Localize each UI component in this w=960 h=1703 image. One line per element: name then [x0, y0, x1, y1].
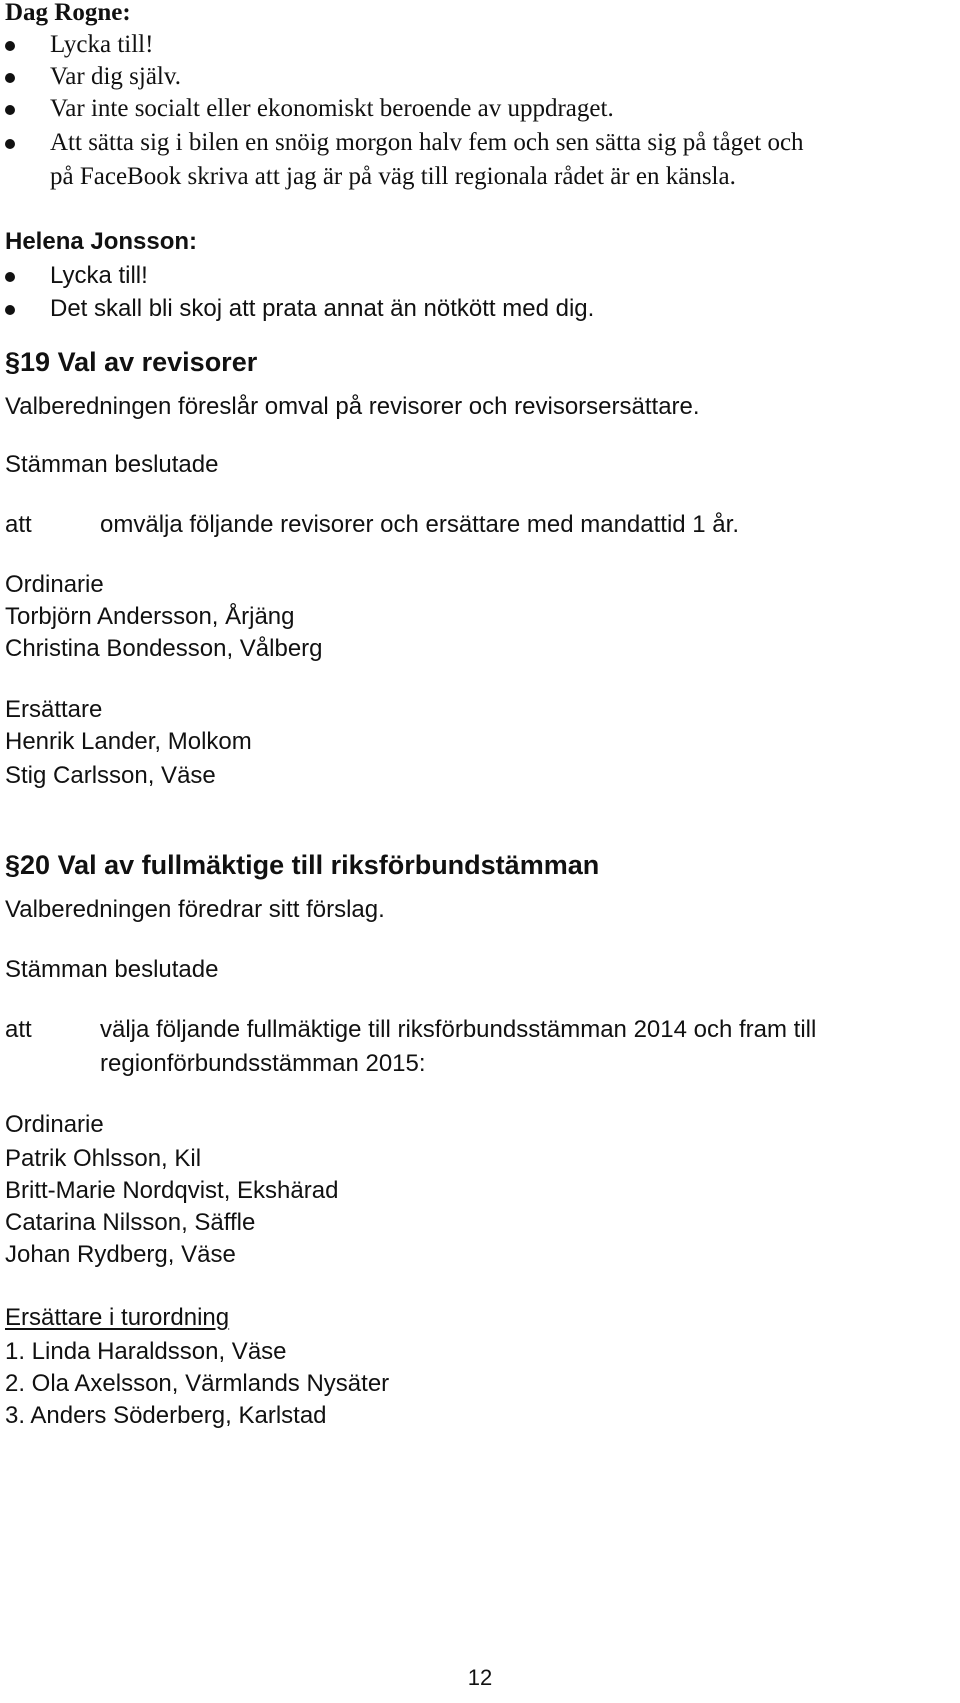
decision-text: omvälja följande revisorer och ersättare med mandattid 1 år. — [100, 511, 739, 538]
decided-label: Stämman beslutade — [5, 956, 219, 983]
substitute-member: Stig Carlsson, Väse — [5, 762, 216, 789]
bullet-icon — [5, 305, 15, 315]
section-title: 19 Val av revisorer — [20, 347, 258, 377]
ordinary-member: Britt-Marie Nordqvist, Ekshärad — [5, 1177, 339, 1204]
bullet-icon — [5, 139, 15, 149]
substitute-member: 1. Linda Haraldsson, Väse — [5, 1338, 287, 1365]
ordinary-label: Ordinarie — [5, 571, 104, 598]
page-number: 12 — [467, 1665, 493, 1690]
ordinary-label: Ordinarie — [5, 1111, 104, 1138]
decision-text-continuation: regionförbundsstämman 2015: — [100, 1050, 426, 1077]
bullet-icon — [5, 105, 15, 115]
bullet-item-continuation: på FaceBook skriva att jag är på väg till regionala rådet är en känsla. — [50, 163, 736, 190]
paragraph-symbol: § — [5, 347, 21, 377]
section-title: 20 Val av fullmäktige till riksförbundstämman — [20, 850, 600, 880]
paragraph-symbol: § — [5, 850, 21, 880]
substitute-label: Ersättare i turordning — [5, 1304, 230, 1331]
speaker-name: Helena Jonsson: — [5, 228, 198, 255]
substitute-member: 3. Anders Söderberg, Karlstad — [5, 1402, 327, 1429]
substitute-member: 2. Ola Axelsson, Värmlands Nysäter — [5, 1370, 390, 1397]
bullet-item: Lycka till! — [50, 31, 154, 58]
proposal-text: Valberedningen föredrar sitt förslag. — [5, 896, 385, 923]
bullet-item: Att sätta sig i bilen en snöig morgon halv fem och sen sätta sig på tåget och — [50, 129, 804, 156]
bullet-icon — [5, 41, 15, 51]
decided-label: Stämman beslutade — [5, 451, 219, 478]
substitute-label: Ersättare — [5, 696, 103, 723]
section-heading — [5, 850, 599, 880]
ordinary-member: Patrik Ohlsson, Kil — [5, 1145, 202, 1172]
bullet-icon — [5, 73, 15, 83]
section-heading — [5, 347, 257, 377]
ordinary-member: Johan Rydberg, Väse — [5, 1241, 236, 1268]
ordinary-member: Torbjörn Andersson, Årjäng — [5, 603, 295, 630]
decision-text: välja följande fullmäktige till riksförbundsstämman 2014 och fram till — [100, 1016, 817, 1043]
ordinary-member: Christina Bondesson, Vålberg — [5, 635, 323, 662]
ordinary-member: Catarina Nilsson, Säffle — [5, 1209, 256, 1236]
substitute-member: Henrik Lander, Molkom — [5, 728, 252, 755]
speaker-name: Dag Rogne: — [5, 0, 131, 26]
bullet-item: Var dig själv. — [50, 63, 181, 90]
att-label: att — [5, 511, 32, 538]
att-label: att — [5, 1016, 32, 1043]
proposal-text: Valberedningen föreslår omval på revisorer och revisorsersättare. — [5, 393, 700, 420]
bullet-icon — [5, 272, 15, 282]
bullet-item: Lycka till! — [50, 262, 148, 289]
bullet-item: Var inte socialt eller ekonomiskt beroende av uppdraget. — [50, 95, 614, 122]
bullet-item: Det skall bli skoj att prata annat än nötkött med dig. — [50, 295, 595, 322]
